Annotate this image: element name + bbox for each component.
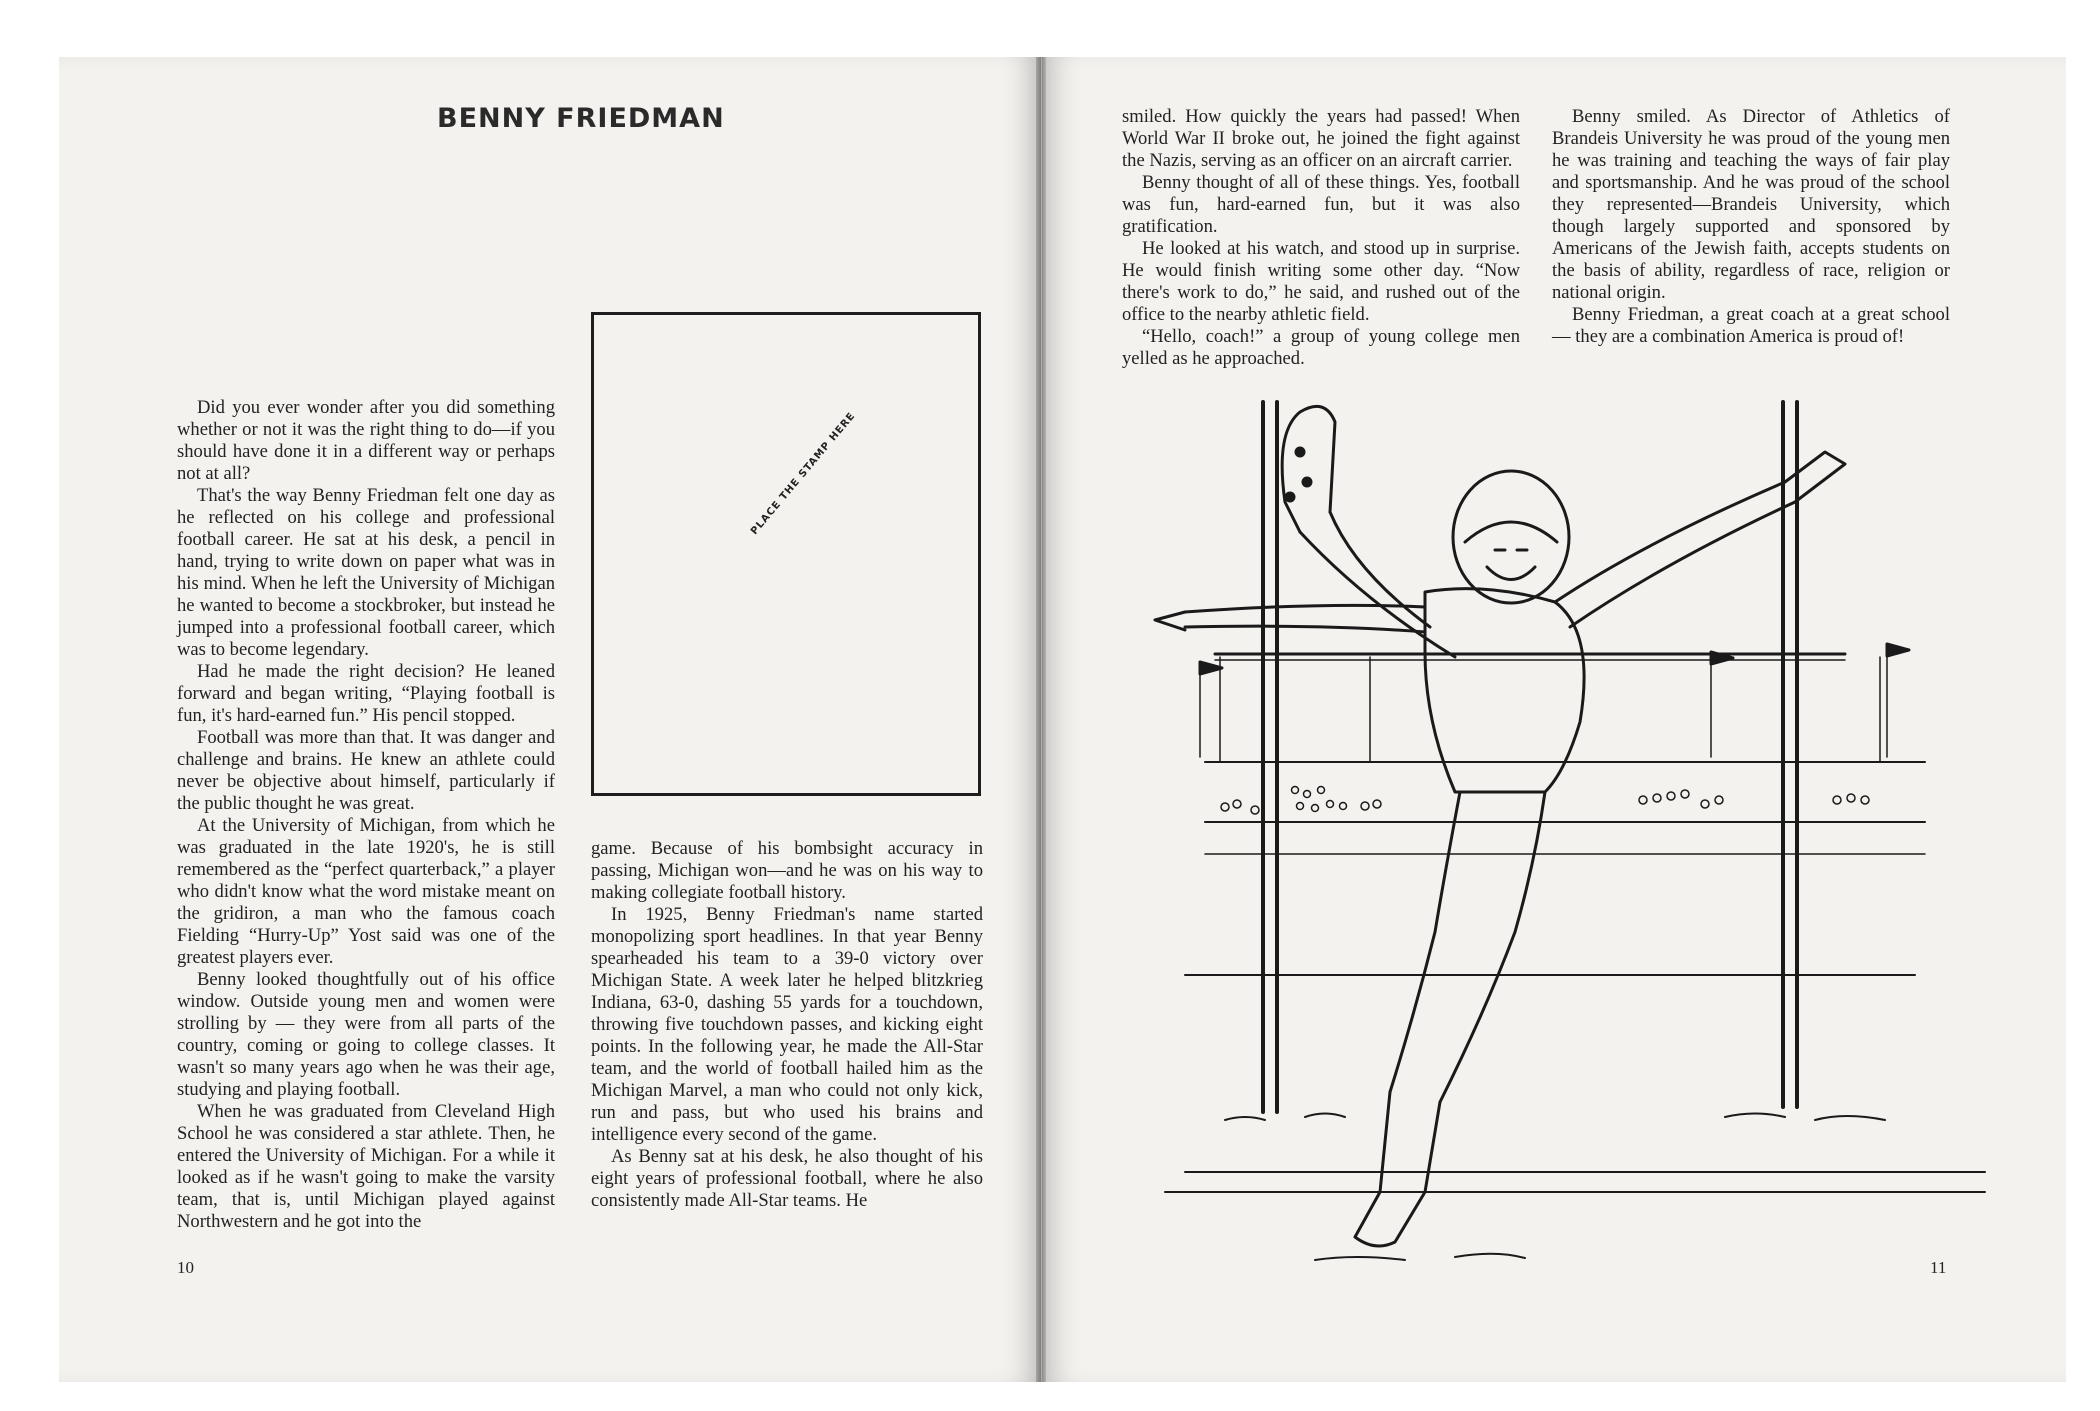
football-player-kicking-drawing — [1125, 392, 2000, 1285]
left-column-2 — [591, 838, 983, 1212]
article-title: BENNY FRIEDMAN — [437, 103, 725, 134]
paragraph: Benny Friedman, a great coach at a great school — they are a combination America is proud of! — [1552, 304, 1950, 347]
paragraph: Did you ever wonder after you did something whether or not it was the right thing to do—if you should have done it in a different way or perhaps not at all? — [177, 397, 555, 484]
paragraph: He looked at his watch, and stood up in surprise. He would finish writing some other day. “Now there's work to do,” he said, and rushed out of the office to the nearby athletic field. — [1122, 238, 1520, 325]
paragraph: Benny smiled. As Director of Athletics of Brandeis University he was proud of the young men he was training and teaching the ways of fair play and sportsmanship. And he was proud of the school they represented—Brandeis University, which though largely supported and sponsored by Americans of the Jewish faith, accepts students on the basis of ability, regardless of race, religion or national origin. — [1552, 106, 1950, 303]
paragraph: Benny thought of all of these things. Yes, football was fun, hard-earned fun, but it was also gratification. — [1122, 172, 1520, 237]
stamp-placeholder-box — [591, 312, 981, 796]
paragraph: Football was more than that. It was danger and challenge and brains. He knew an athlete could never be objective about himself, particularly if the public thought he was great. — [177, 727, 555, 814]
paragraph: As Benny sat at his desk, he also thought of his eight years of professional football, where he also consistently made All-Star teams. He — [591, 1146, 983, 1211]
paragraph: That's the way Benny Friedman felt one day as he reflected on his college and professional football career. He sat at his desk, a pencil in hand, trying to write down on paper what was in his mind. When he left the University of Michigan he wanted to become a stockbroker, but instead he jumped into a professional football career, which was to become legendary. — [177, 485, 555, 660]
page-number-right: 11 — [1930, 1258, 1947, 1277]
stamp-label: PLACE THE STAMP HERE — [749, 410, 858, 538]
page-number-left: 10 — [177, 1258, 194, 1277]
paragraph: Had he made the right decision? He leaned forward and began writing, “Playing football is fun, it's hard-earned fun.” His pencil stopped. — [177, 661, 555, 726]
left-column-1 — [177, 397, 555, 1233]
book-spine — [1036, 57, 1046, 1382]
paragraph: Benny looked thoughtfully out of his office window. Outside young men and women were strolling by — they were from all parts of the country, coming or going to college classes. It wasn't so many years ago when he was their age, studying and playing football. — [177, 969, 555, 1100]
right-column-2 — [1552, 106, 1950, 348]
paragraph: smiled. How quickly the years had passed! When World War II broke out, he joined the fight against the Nazis, serving as an officer on an aircraft carrier. — [1122, 106, 1520, 171]
right-column-1 — [1122, 106, 1520, 370]
paragraph: When he was graduated from Cleveland High School he was considered a star athlete. Then, he entered the University of Michigan. For a while it looked as if he wasn't going to make the varsity team, that is, until Michigan played against Northwestern and he got into the — [177, 1101, 555, 1232]
paragraph: In 1925, Benny Friedman's name started monopolizing sport headlines. In that year Benny spearheaded his team to a 39-0 victory over Michigan State. A week later he helped blitzkrieg Indiana, 63-0, dashing 55 yards for a touchdown, throwing five touchdown passes, and kicking eight points. In the following year, he made the All-Star team, and the world of football hailed him as the Michigan Marvel, a man who could not only kick, run and pass, but who used his brains and intelligence every second of the game. — [591, 904, 983, 1145]
paragraph: game. Because of his bombsight accuracy in passing, Michigan won—and he was on his way to making collegiate football history. — [591, 838, 983, 903]
paragraph: At the University of Michigan, from which he was graduated in the late 1920's, he is still remembered as the “perfect quarterback,” a player who didn't know what the word mistake meant on the gridiron, a man who the famous coach Fielding “Hurry-Up” Yost said was one of the greatest players ever. — [177, 815, 555, 968]
paragraph: “Hello, coach!” a group of young college men yelled as he approached. — [1122, 326, 1520, 369]
